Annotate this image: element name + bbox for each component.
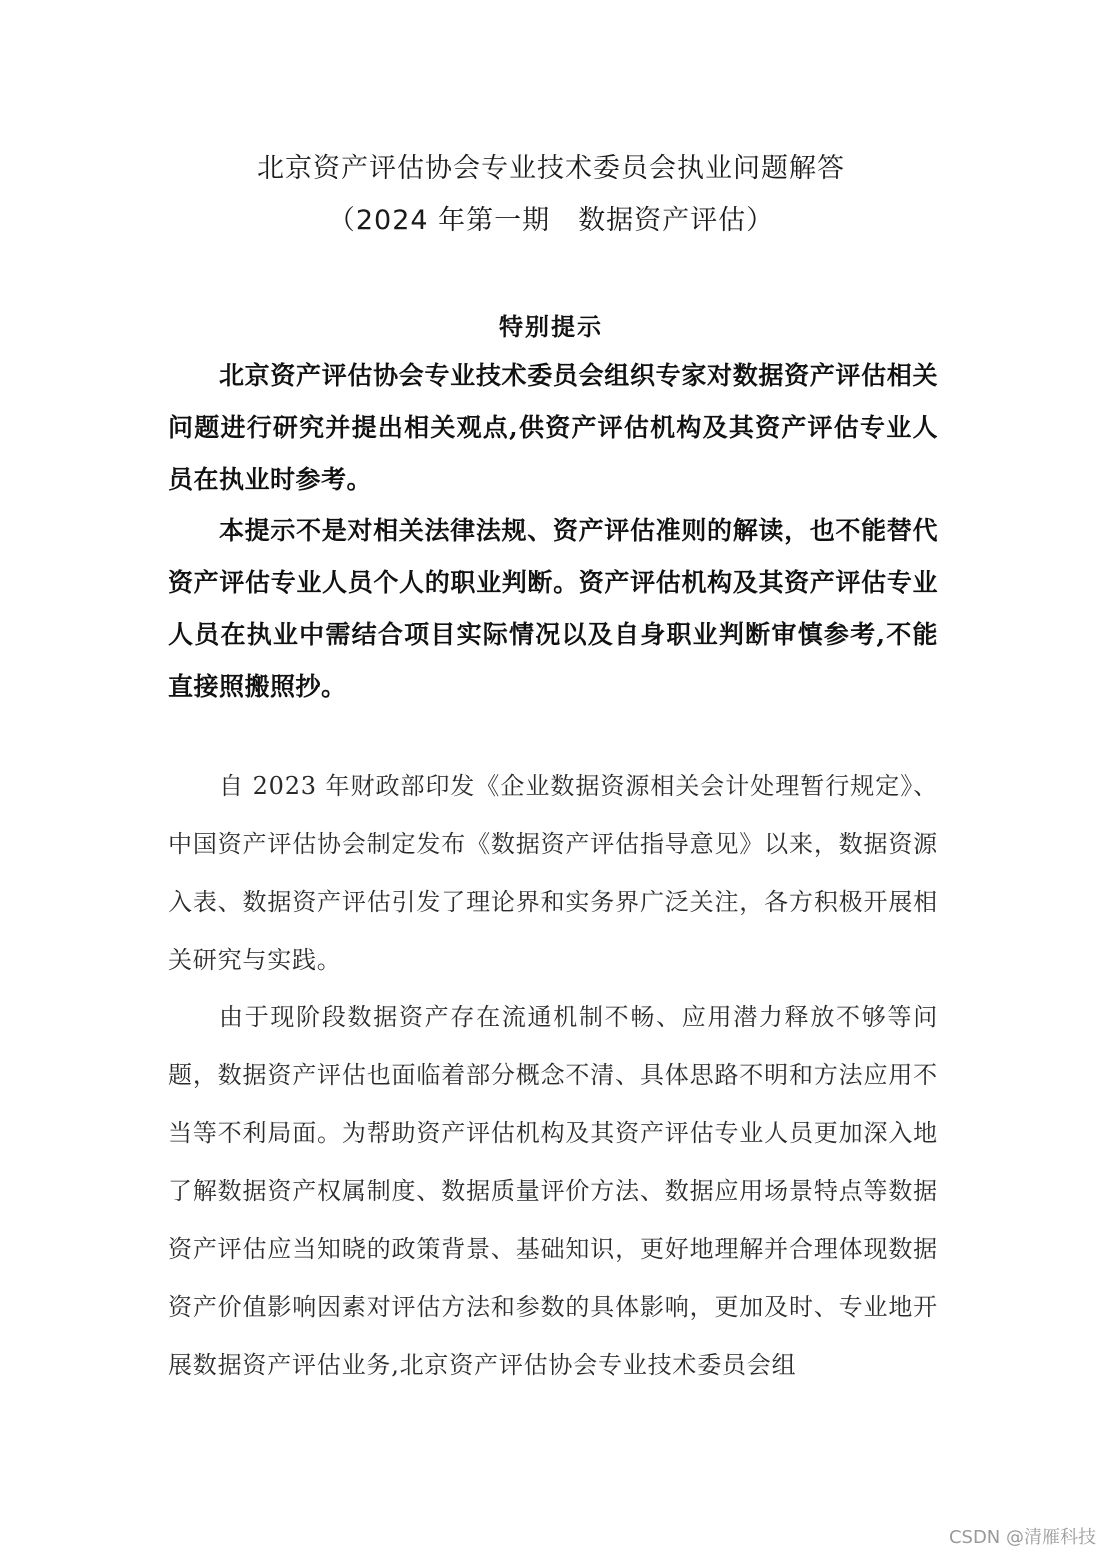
notice-paragraph: 北京资产评估协会专业技术委员会组织专家对数据资产评估相关问题进行研究并提出相关观点,供资产评估机构及其资产评估专业人员在执业时参考。 <box>168 361 938 494</box>
csdn-watermark: CSDN @清雁科技 <box>948 1527 1096 1548</box>
notice-paragraph: 本提示不是对相关法律法规、资产评估准则的解读，也不能替代资产评估专业人员个人的职业判断。资产评估机构及其资产评估专业人员在执业中需结合项目实际情况以及自身职业判断审慎参考,不能直接照搬照抄。 <box>168 516 938 701</box>
document-subtitle: （2024 年第一期 数据资产评估） <box>327 205 775 236</box>
notice-heading: 特别提示 <box>499 312 603 341</box>
document-title: 北京资产评估协会专业技术委员会执业问题解答 <box>257 153 845 184</box>
body-paragraph: 自 2023 年财政部印发《企业数据资源相关会计处理暂行规定》、中国资产评估协会制定发布《数据资产评估指导意见》以来，数据资源入表、数据资产评估引发了理论界和实务界广泛关注，各方积极开展相关研究与实践。 <box>168 772 938 974</box>
body-paragraph: 由于现阶段数据资产存在流通机制不畅、应用潜力释放不够等问题，数据资产评估也面临着部分概念不清、具体思路不明和方法应用不当等不利局面。为帮助资产评估机构及其资产评估专业人员更加深入地了解数据资产权属制度、数据质量评价方法、数据应用场景特点等数据资产评估应当知晓的政策背景、基础知识，更好地理解并合理体现数据资产价值影响因素对评估方法和参数的具体影响，更加及时、专业地开展数据资产评估业务,北京资产评估协会专业技术委员会组 <box>168 1003 938 1379</box>
